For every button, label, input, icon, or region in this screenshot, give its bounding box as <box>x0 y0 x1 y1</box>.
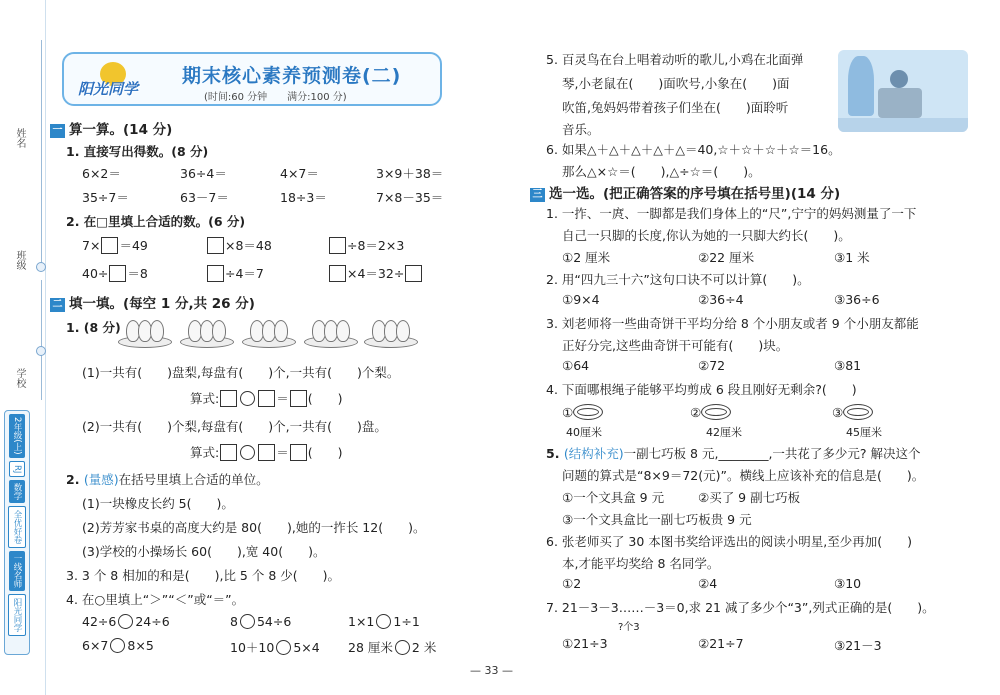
choice-3-line: 正好分完,这些曲奇饼干可能有( )块。 <box>562 338 789 353</box>
question-2-5-line: 音乐。 <box>562 122 600 137</box>
question-1-2: 2. 在□里填上合适的数。(6 分) <box>66 214 246 229</box>
calc-item: 35÷7＝ <box>82 190 129 205</box>
question-2-4: 4. 在○里填上“＞”“＜”或“＝”。 <box>66 592 245 607</box>
exam-subtitle: (时间:60 分钟 满分:100 分) <box>204 92 347 103</box>
calc-item: 63－7＝ <box>180 190 229 205</box>
rope-length: 40厘米 <box>566 426 602 439</box>
answer-box[interactable] <box>258 444 275 461</box>
fill-box-item: ×8＝48 <box>206 236 272 254</box>
compare-circle[interactable] <box>276 640 291 655</box>
answer-box[interactable] <box>101 237 118 254</box>
option: ①一个文具盒 9 元 <box>562 490 665 505</box>
option: ③21－3 <box>834 638 882 653</box>
unit-item: (3)学校的小操场长 60( ),宽 40( )。 <box>82 544 326 559</box>
cut-line <box>41 280 42 400</box>
pear-plates-illustration <box>118 312 418 352</box>
binding-sidebar <box>0 0 46 695</box>
fill-box-item: 40÷ ＝8 <box>82 266 148 281</box>
choice-4: 4. 下面哪根绳子能够平均剪成 6 段且刚好无剩余?( ) <box>546 382 857 397</box>
answer-box[interactable] <box>290 390 307 407</box>
question-2-2: 2. (量感)在括号里填上合适的单位。 <box>66 472 269 487</box>
strip-series: 全优好卷 <box>8 506 26 548</box>
exam-title: 期末核心素养预测卷(二) <box>182 65 402 87</box>
choice-1-line: 自己一只脚的长度,你认为她的一只脚大约长( )。 <box>562 228 851 243</box>
pear-plate-icon <box>304 312 358 348</box>
operator-circle[interactable] <box>240 391 255 406</box>
pear-plate-icon <box>242 312 296 348</box>
calc-item: 7×8－35＝ <box>376 190 444 205</box>
compare-circle[interactable] <box>110 638 125 653</box>
rope-length: 45厘米 <box>846 426 882 439</box>
operator-circle[interactable] <box>240 445 255 460</box>
compare-circle[interactable] <box>240 614 255 629</box>
formula-row: 算式: ＝ ( ) <box>190 391 343 406</box>
answer-box[interactable] <box>109 265 126 282</box>
choice-1-line: 1. 一拃、一庹、一脚都是我们身体上的“尺”,宁宁的妈妈测量了一下 <box>546 206 917 221</box>
choice-3-line: 3. 刘老师将一些曲奇饼干平均分给 8 个小朋友或者 9 个小朋友都能 <box>546 316 919 331</box>
compare-item: 1×1 1÷1 <box>348 614 420 629</box>
section-3-title: 三 选一选。(把正确答案的序号填在括号里)(14 分) <box>530 182 840 202</box>
class-label: 班级 <box>14 250 25 270</box>
compare-item: 6×7 8×5 <box>82 638 154 653</box>
punch-hole <box>36 346 46 356</box>
fill-box-item: 7× ＝49 <box>82 238 148 253</box>
strip-logo: 阳光同学 <box>8 594 26 636</box>
brand-strip <box>4 410 30 655</box>
fill-box-item: ÷8＝2×3 <box>328 236 404 254</box>
option: ①2 <box>562 576 582 591</box>
question-2-1: 1. (8 分) <box>66 320 121 335</box>
exam-header <box>62 52 442 106</box>
compare-item: 8 54÷6 <box>230 614 292 629</box>
question-2-5-line: 琴,小老鼠在( )面吹号,小象在( )面 <box>562 76 790 91</box>
unit-item: (1)一块橡皮长约 5( )。 <box>82 496 234 511</box>
rope-coil-icon <box>573 404 603 420</box>
option: ②4 <box>698 576 718 591</box>
calc-item: 4×7＝ <box>280 166 319 181</box>
rope-option: ③ <box>832 404 873 420</box>
answer-box[interactable] <box>220 390 237 407</box>
answer-box[interactable] <box>220 444 237 461</box>
compare-item: 28 厘米 2 米 <box>348 640 437 655</box>
rope-option: ② <box>690 404 731 420</box>
formula-row: 算式: ＝ ( ) <box>190 445 343 460</box>
fill-box-item: ÷4＝7 <box>206 264 264 282</box>
answer-box[interactable] <box>329 237 346 254</box>
sun-logo-icon: 阳光同学 <box>78 62 164 98</box>
rope-length: 42厘米 <box>706 426 742 439</box>
compare-circle[interactable] <box>118 614 133 629</box>
answer-box[interactable] <box>329 265 346 282</box>
question-1-1: 1. 直接写出得数。(8 分) <box>66 144 209 159</box>
choice-5-line: 5. (结构补充)一副七巧板 8 元,________,一共花了多少元? 解决这个 <box>546 446 921 461</box>
question-2-3: 3. 3 个 8 相加的和是( ),比 5 个 8 少( )。 <box>66 568 341 583</box>
name-label: 姓名 <box>14 128 25 148</box>
section-1-title: 一 算一算。(14 分) <box>50 118 172 138</box>
bird-icon <box>890 70 908 88</box>
option: ③1 米 <box>834 250 870 265</box>
choice-5-line: 问题的算式是“8×9＝72(元)”。横线上应该补充的信息是( )。 <box>562 468 925 483</box>
option: ③81 <box>834 358 862 373</box>
choice-6-line: 本,才能平均奖给 8 名同学。 <box>562 556 720 571</box>
pear-plate-icon <box>118 312 172 348</box>
compare-item: 42÷6 24÷6 <box>82 614 170 629</box>
brace-note: ?个3 <box>618 622 640 633</box>
strip-subject: 数学 <box>9 480 25 503</box>
option: ①9×4 <box>562 292 600 307</box>
answer-box[interactable] <box>207 265 224 282</box>
answer-box[interactable] <box>405 265 422 282</box>
school-label: 学校 <box>14 368 25 388</box>
option: ②36÷4 <box>698 292 744 307</box>
section-2-title: 二 填一填。(每空 1 分,共 26 分) <box>50 292 255 312</box>
punch-hole <box>36 262 46 272</box>
pear-plate-icon <box>180 312 234 348</box>
choice-7: 7. 21－3－3……－3＝0,求 21 减了多少个“3”,列式正确的是( )。 <box>546 600 935 615</box>
option: ③10 <box>834 576 862 591</box>
fill-sentence: (1)一共有( )盘梨,每盘有( )个,一共有( )个梨。 <box>82 365 400 380</box>
option: ①64 <box>562 358 590 373</box>
rope-coil-icon <box>701 404 731 420</box>
strip-brand: 一线名师 <box>9 551 25 591</box>
calc-item: 18÷3＝ <box>280 190 327 205</box>
compare-item: 10＋10 5×4 <box>230 640 320 655</box>
option: ②72 <box>698 358 726 373</box>
question-2-6-line: 6. 如果△＋△＋△＋△＋△＝40,☆＋☆＋☆＋☆＝16。 <box>546 142 841 157</box>
answer-box[interactable] <box>290 444 307 461</box>
pear-plate-icon <box>364 312 418 348</box>
option: ②买了 9 副七巧板 <box>698 490 801 505</box>
calc-item: 36÷4＝ <box>180 166 227 181</box>
calc-item: 3×9＋38＝ <box>376 166 444 181</box>
concert-illustration <box>838 50 968 132</box>
fill-box-item: ×4＝32÷ <box>328 264 423 282</box>
question-2-5-line: 5. 百灵鸟在台上唱着动听的歌儿,小鸡在北面弹 <box>546 52 804 67</box>
strip-edition: RJ <box>9 461 25 477</box>
question-2-6-line: 那么△×☆＝( ),△÷☆＝( )。 <box>562 164 761 179</box>
answer-box[interactable] <box>207 237 224 254</box>
unit-item: (2)芳芳家书桌的高度大约是 80( ),她的一拃长 12( )。 <box>82 520 426 535</box>
page-number: — 33 — <box>470 664 513 677</box>
answer-box[interactable] <box>258 390 275 407</box>
calc-item: 6×2＝ <box>82 166 121 181</box>
strip-grade: 2年级(上) <box>9 414 25 458</box>
option: ③一个文具盒比一副七巧板贵 9 元 <box>562 512 752 527</box>
question-2-5-line: 吹笛,兔妈妈带着孩子们坐在( )面聆听 <box>562 100 789 115</box>
cut-line <box>41 40 42 270</box>
rope-coil-icon <box>843 404 873 420</box>
compare-circle[interactable] <box>376 614 391 629</box>
option: ①2 厘米 <box>562 250 611 265</box>
option: ②22 厘米 <box>698 250 755 265</box>
choice-6-line: 6. 张老师买了 30 本图书奖给评选出的阅读小明星,至少再加( ) <box>546 534 912 549</box>
compare-circle[interactable] <box>395 640 410 655</box>
rope-option: ① <box>562 404 603 420</box>
option: ②21÷7 <box>698 636 744 651</box>
fill-sentence: (2)一共有( )个梨,每盘有( )个,一共有( )盘。 <box>82 419 387 434</box>
option: ③36÷6 <box>834 292 880 307</box>
choice-2: 2. 用“四九三十六”这句口诀不可以计算( )。 <box>546 272 810 287</box>
option: ①21÷3 <box>562 636 608 651</box>
